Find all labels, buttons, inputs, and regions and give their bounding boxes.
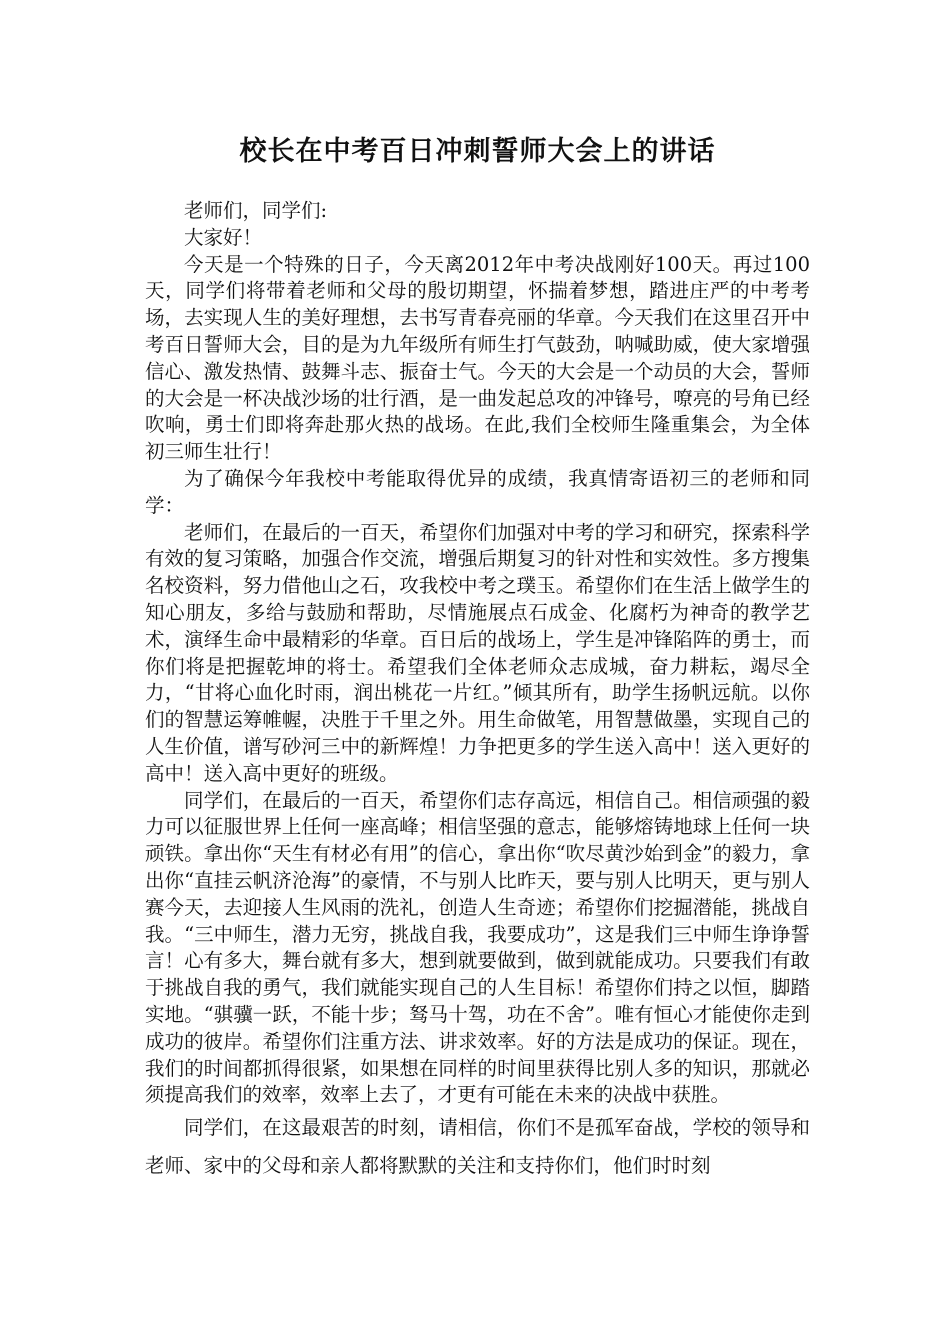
body-paragraph: 同学们，在最后的一百天，希望你们志存高远，相信自己。相信顽强的毅力可以征服世界上任何一座高峰；相信坚强的意志，能够熔铸地球上任何一块顽铁。拿出你“天生有材必有用”的信心，拿出你“吹尽黄沙始到金”的毅力，拿出你“直挂云帆济沧海”的豪情，不与别人比昨天，要与别人比明天，更与别人赛今天，去迎接人生风雨的洗礼，创造人生奇迹；希望你们挖掘潜能，挑战自我。“三中师生，潜力无穷，挑战自我，我要成功”，这是我们三中师生诤诤誓言！心有多大，舞台就有多大，想到就要做到，做到就能成功。只要我们有敢于挑战自我的勇气，我们就能实现自己的人生目标！希望你们持之以恒，脚踏实地。“骐骥一跃，不能十步；驽马十驾，功在不舍”。唯有恒心才能使你走到成功的彼岸。希望你们注重方法、讲求效率。好的方法是成功的保证。现在，我们的时间都抓得很紧，如果想在同样的时间里获得比别人多的知识，那就必须提高我们的效率，效率上去了，才更有可能在未来的决战中获胜。 [145, 788, 810, 1107]
body-paragraph: 同学们，在这最艰苦的时刻，请相信，你们不是孤军奋战，学校的领导和老师、家中的父母和亲人都将默默的关注和支持你们，他们时时刻 [145, 1116, 810, 1178]
body-paragraph: 今天是一个特殊的日子，今天离2012年中考决战刚好100天。再过100天，同学们将带着老师和父母的殷切期望，怀揣着梦想，踏进庄严的中考考场，去实现人生的美好理想，去书写青春亮丽的华章。今天我们在这里召开中考百日誓师大会，目的是为九年级所有师生打气鼓劲，呐喊助威，使大家增强信心、激发热情、鼓舞斗志、振奋士气。今天的大会是一个动员的大会，誓师的大会是一杯决战沙场的壮行酒，是一曲发起总攻的冲锋号，嘹亮的号角已经吹响，勇士们即将奔赴那火热的战场。在此,我们全校师生隆重集会，为全体初三师生壮行！ [145, 252, 810, 464]
hello-paragraph: 大家好！ [184, 225, 263, 249]
document-page [145, 130, 810, 1185]
document-title: 校长在中考百日冲刺誓师大会上的讲话 [239, 136, 716, 167]
greeting-paragraph: 老师们，同学们: [184, 199, 328, 222]
body-paragraph: 老师们，在最后的一百天，希望你们加强对中考的学习和研究，探索科学有效的复习策略，加强合作交流，增强后期复习的针对性和实效性。多方搜集名校资料，努力借他山之石，攻我校中考之璞玉。希望你们在生活上做学生的知心朋友，多给与鼓励和帮助，尽情施展点石成金、化腐朽为神奇的教学艺术，演绎生命中最精彩的华章。百日后的战场上，学生是冲锋陷阵的勇士，而你们将是把握乾坤的将士。希望我们全体老师众志成城，奋力耕耘，竭尽全力，“甘将心血化时雨，润出桃花一片红。”倾其所有，助学生扬帆远航。以你们的智慧运筹帷幄，决胜于千里之外。用生命做笔，用智慧做墨，实现自己的人生价值，谱写砂河三中的新辉煌！力争把更多的学生送入高中！送入更好的高中！送入高中更好的班级。 [145, 520, 810, 785]
body-paragraph: 为了确保今年我校中考能取得优异的成绩，我真情寄语初三的老师和同学： [145, 466, 810, 517]
